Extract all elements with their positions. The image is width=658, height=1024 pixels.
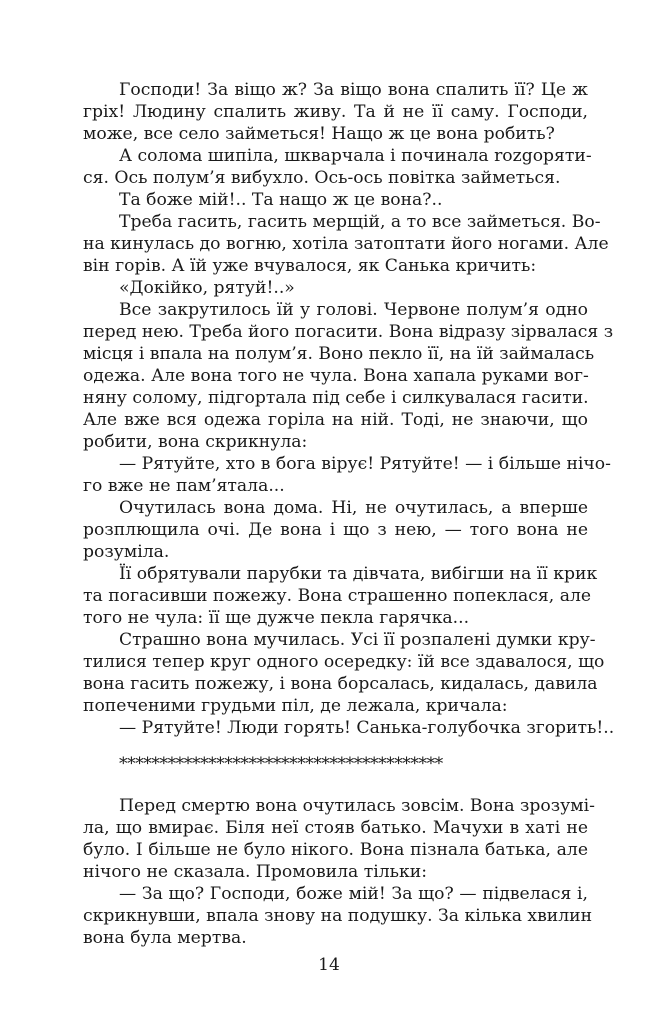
paragraph (83, 795, 595, 883)
text-line: було. І більше не було нікого. Вона пізнала батька, але (83, 840, 588, 860)
paragraph (83, 497, 588, 563)
text-line: скрикнувши, впала знову на подушку. За кілька хвилин (83, 906, 593, 926)
paragraph (83, 629, 605, 717)
paragraph (83, 717, 615, 739)
text-line: Страшно вона мучилась. Усі її розпалені думки кру- (119, 630, 596, 650)
paragraph (83, 453, 611, 497)
text-line: ся. Ось полум’я вибухло. Ось-ось повітка займеться. (83, 168, 561, 188)
page-text (83, 79, 615, 949)
text-line: одежа. Але вона того не чула. Вона хапала руками вог- (83, 366, 589, 386)
page-number: 14 (318, 955, 340, 975)
text-line: А солома шипіла, шкварчала і починала rozgоряти- (119, 146, 592, 166)
text-line: Її обрятували парубки та дівчата, вибігши на її крик (119, 564, 598, 584)
text-line: Очутилась вона дома. Ні, не очутилась, а вперше (119, 498, 588, 518)
text-line: вона гасить пожежу, і вона борсалась, кидалась, давила (83, 674, 598, 694)
paragraph (83, 277, 588, 299)
text-line: вона була мертва. (83, 928, 247, 948)
paragraph (83, 883, 593, 949)
text-line: попеченими грудьми піл, де лежала, кричала: (83, 696, 508, 716)
text-line: розплющила очі. Де вона і що з нею, — того вона не (83, 520, 588, 540)
text-line: — За що? Господи, боже мій! За що? — підвелася і, (119, 884, 588, 904)
text-line: Перед смертю вона очутилась зовсім. Вона зрозумі- (119, 796, 595, 816)
paragraph (83, 189, 588, 211)
text-line: розуміла. (83, 542, 170, 562)
text-line: го вже не пам’ятала... (83, 476, 285, 496)
text-line: — Рятуйте! Люди горять! Санька-голубочка згорить!.. (119, 718, 615, 738)
text-line: робити, вона скрикнула: (83, 432, 308, 452)
text-line: — Рятуйте, хто в бога вірує! Рятуйте! — і більше нічо- (119, 454, 611, 474)
paragraph (83, 79, 588, 145)
text-line: може, все село займеться! Нащо ж це вона робить? (83, 124, 555, 144)
paragraph (83, 211, 609, 277)
paragraph (83, 563, 598, 629)
text-line: ла, що вмирає. Біля неї стояв батько. Мачухи в хаті не (83, 818, 588, 838)
text-line: на кинулась до вогню, хотіла затоптати його ногами. Але (83, 234, 609, 254)
paragraph (83, 299, 614, 453)
text-line: тилися тепер круг одного осередку: їй все здавалося, що (83, 652, 605, 672)
text-line: «Докійко, рятуй!..» (119, 278, 295, 298)
text-line: того не чула: її ще дужче пекла гарячка... (83, 608, 470, 628)
text-line: Та боже мій!.. Та нащо ж це вона?.. (119, 190, 443, 210)
text-line: гріх! Людину спалить живу. Та й не її саму. Господи, (83, 102, 588, 122)
text-line: Господи! За віщо ж? За віщо вона спалить її? Це ж (119, 80, 588, 100)
text-line: та погасивши пожежу. Вона страшенно попеклася, але (83, 586, 592, 606)
text-line: Але вже вся одежа горіла на ній. Тоді, не знаючи, що (83, 410, 588, 430)
text-line: няну солому, підгортала під себе і силкувалася гасити. (83, 388, 589, 408)
text-line: він горів. А їй уже вчувалося, як Санька кричить: (83, 256, 537, 276)
section-separator: **************************************** (119, 754, 443, 774)
text-line: місця і впала на полум’я. Воно пекло її, на їй займалась (83, 344, 595, 364)
text-line: Все закрутилось їй у голові. Червоне полум’я одно (119, 300, 588, 320)
text-line: перед нею. Треба його погасити. Вона відразу зірвалася з (83, 322, 614, 342)
paragraph (83, 145, 592, 189)
text-line: нічого не сказала. Промовила тільки: (83, 862, 427, 882)
text-line: Треба гасить, гасить мерщій, а то все займеться. Во- (119, 212, 601, 232)
